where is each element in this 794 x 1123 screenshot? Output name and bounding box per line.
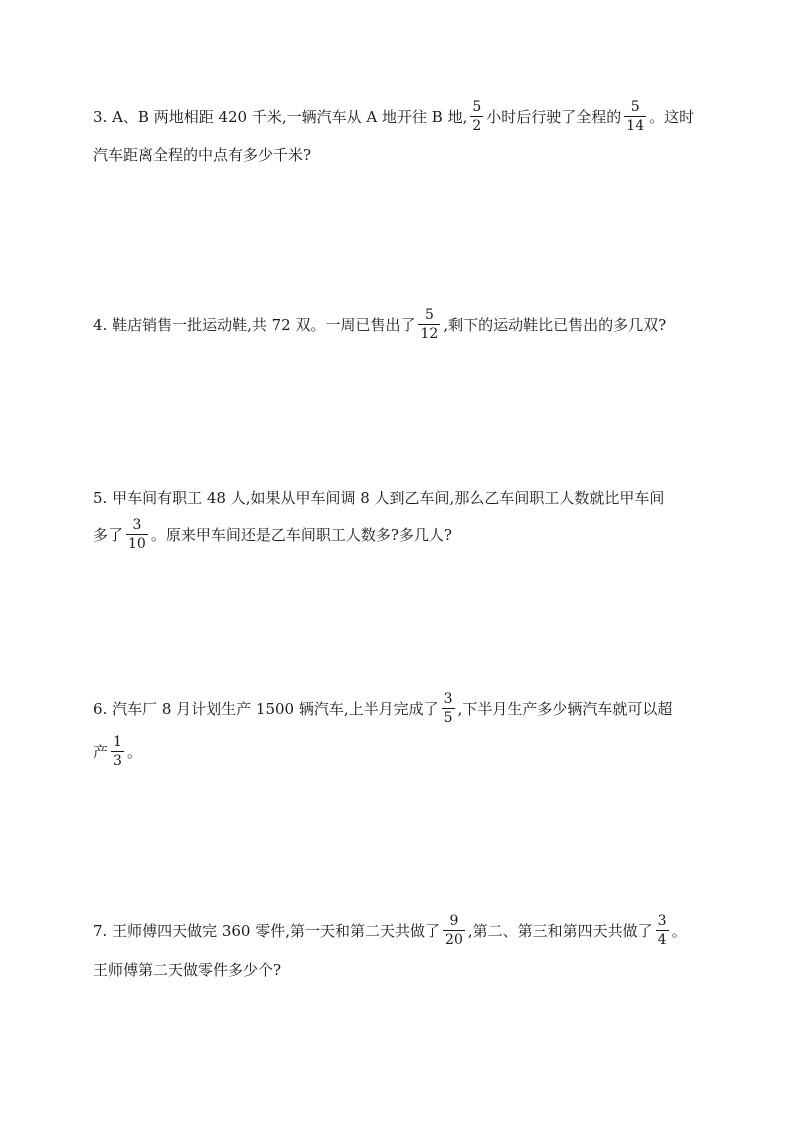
fraction-numerator: 5 (630, 98, 640, 115)
problem-text: 3. A、B 两地相距 420 千米,一辆汽车从 A 地开往 B 地, (93, 107, 468, 126)
problem-text: 6. 汽车厂 8 月计划生产 1500 辆汽车,上半月完成了 (93, 699, 439, 718)
problem-7-line-2 (93, 949, 281, 989)
fraction (126, 518, 148, 551)
problem-text: 王师傅第二天做零件多少个? (93, 960, 282, 979)
problem-text: ,第二、第三和第四天共做了 (467, 921, 653, 940)
problem-text: 汽车距离全程的中点有多少千米? (93, 145, 312, 164)
fraction-denominator: 3 (113, 752, 122, 769)
fraction-denominator: 20 (445, 931, 463, 948)
fraction-numerator: 5 (472, 98, 482, 115)
problem-3-line-2 (93, 134, 311, 174)
fraction (470, 100, 483, 133)
fraction-denominator: 4 (657, 931, 667, 948)
problem-text: 产 (93, 742, 109, 761)
problem-7-line-1 (93, 910, 687, 950)
fraction-denominator: 12 (420, 325, 439, 342)
problem-6-line-1 (93, 688, 672, 728)
problem-text: ,剩下的运动鞋比已售出的多几双? (443, 315, 667, 334)
problem-6-line-2 (93, 731, 142, 771)
problem-text: 。 (671, 921, 687, 940)
problem-text: 。原来甲车间还是乙车间职工人数多?多几人? (150, 525, 452, 544)
fraction (443, 914, 465, 947)
problem-5-line-1 (93, 477, 664, 517)
problem-text: ,下半月生产多少辆汽车就可以超 (457, 699, 673, 718)
problem-5-line-2 (93, 514, 452, 554)
fraction (442, 692, 455, 725)
problem-text: 多了 (93, 525, 124, 544)
problem-text: 4. 鞋店销售一批运动鞋,共 72 双。一周已售出了 (93, 315, 416, 334)
problem-text: 5. 甲车间有职工 48 人,如果从甲车间调 8 人到乙车间,那么乙车间职工人数就比甲车间 (93, 488, 665, 507)
problem-text: 小时后行驶了全程的 (486, 107, 622, 126)
fraction-numerator: 1 (113, 733, 122, 750)
fraction-numerator: 3 (132, 516, 142, 533)
fraction-numerator: 3 (443, 690, 453, 707)
problem-text: 。 (126, 742, 142, 761)
fraction (111, 735, 124, 768)
problem-text: 。这时 (649, 107, 695, 126)
fraction (656, 914, 669, 947)
problem-text: 7. 王师傅四天做完 360 零件,第一天和第二天共做了 (93, 921, 441, 940)
fraction-numerator: 3 (657, 912, 667, 929)
fraction (624, 100, 646, 133)
fraction (418, 308, 440, 341)
fraction-denominator: 10 (128, 535, 146, 552)
problem-3-line-1 (93, 96, 694, 136)
problem-4-line-1 (93, 304, 666, 344)
fraction-denominator: 5 (443, 709, 453, 726)
fraction-numerator: 5 (424, 306, 434, 323)
fraction-numerator: 9 (449, 912, 459, 929)
fraction-denominator: 14 (626, 117, 645, 134)
fraction-denominator: 2 (472, 117, 482, 134)
